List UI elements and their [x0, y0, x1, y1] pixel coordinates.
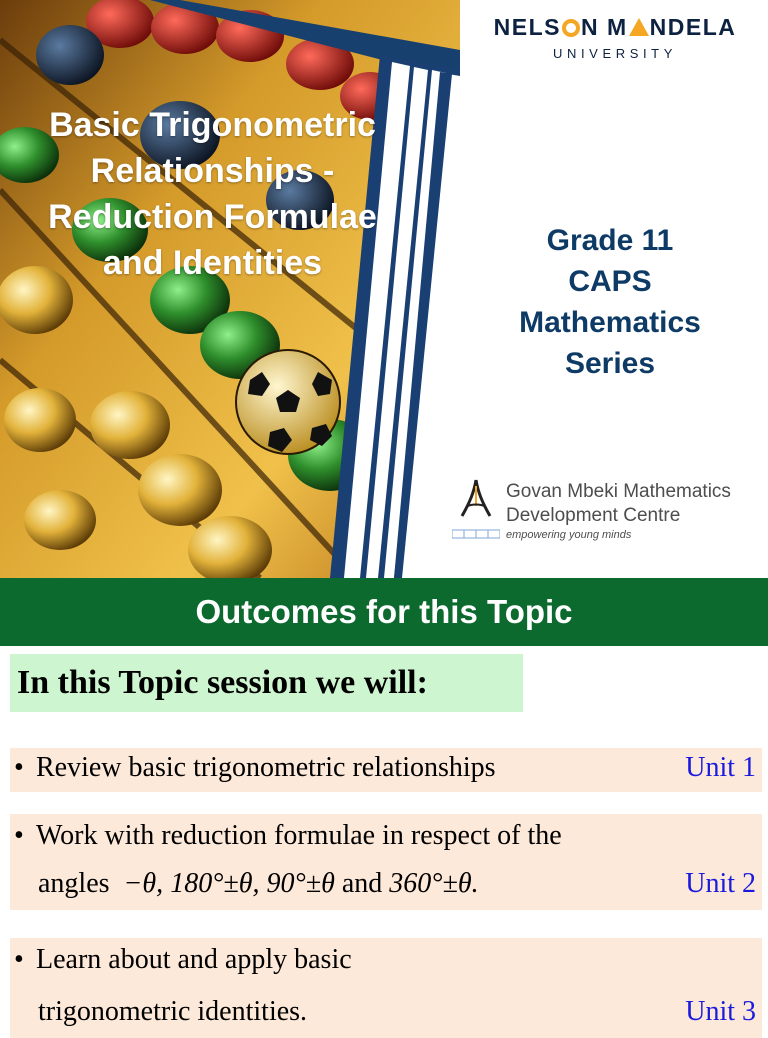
soccer-ball-icon [236, 350, 340, 454]
bullet: • [14, 944, 24, 975]
centre-logo [452, 476, 752, 546]
series-line: Mathematics [519, 306, 701, 339]
bullet: • [14, 752, 24, 783]
angle-360: 360°±θ. [389, 868, 479, 899]
cover-title-line: Relationships - [90, 152, 335, 190]
logo-o-circle-icon [562, 19, 580, 37]
angles-and: and [341, 868, 383, 899]
unit-label: Unit 2 [685, 868, 756, 899]
series-line: Grade 11 [546, 224, 674, 257]
angle-90: 90°±θ [266, 868, 335, 899]
angle-neg-theta: −θ, [123, 868, 164, 899]
centre-figure-icon [452, 476, 500, 542]
session-intro: In this Topic session we will: [10, 654, 523, 712]
outcome-text: Learn about and apply basic [36, 944, 352, 975]
university-name-part: N M [580, 14, 628, 40]
outcome-item [10, 814, 762, 910]
outcome-item [10, 938, 762, 1038]
centre-name-line: Development Centre [506, 505, 681, 526]
unit-label: Unit 3 [685, 996, 756, 1027]
unit-label: Unit 1 [685, 752, 756, 783]
university-name-part: NELS [493, 14, 561, 40]
centre-tagline: empowering young minds [506, 529, 632, 541]
university-name [470, 12, 760, 42]
outcome-text: trigonometric identities. [38, 996, 308, 1027]
series-line: CAPS [568, 265, 652, 298]
outcome-text: Review basic trigonometric relationships [36, 752, 496, 783]
abacus-cover-image [0, 0, 460, 578]
university-name-part: NDELA [649, 14, 737, 40]
cover-title-line: Basic Trigonometric [49, 106, 376, 144]
outcome-text: Work with reduction formulae in respect of the [36, 820, 562, 851]
angles-prefix: angles [38, 868, 110, 899]
bullet: • [14, 820, 24, 851]
outcomes-banner: Outcomes for this Topic [0, 578, 768, 646]
cover-title-line: and Identities [102, 244, 323, 282]
outcome-item [10, 748, 762, 792]
cover-title [10, 102, 415, 286]
centre-name-line: Govan Mbeki Mathematics [506, 481, 731, 502]
outcome-angles-line [38, 868, 479, 900]
series-label [470, 220, 750, 384]
angle-180: 180°±θ, [170, 868, 260, 899]
university-logo [470, 12, 760, 61]
logo-a-triangle-icon [629, 18, 649, 36]
university-subtitle: UNIVERSITY [552, 46, 677, 61]
series-line: Series [564, 347, 656, 380]
cover-title-line: Reduction Formulae [48, 198, 377, 236]
centre-name [506, 480, 731, 528]
